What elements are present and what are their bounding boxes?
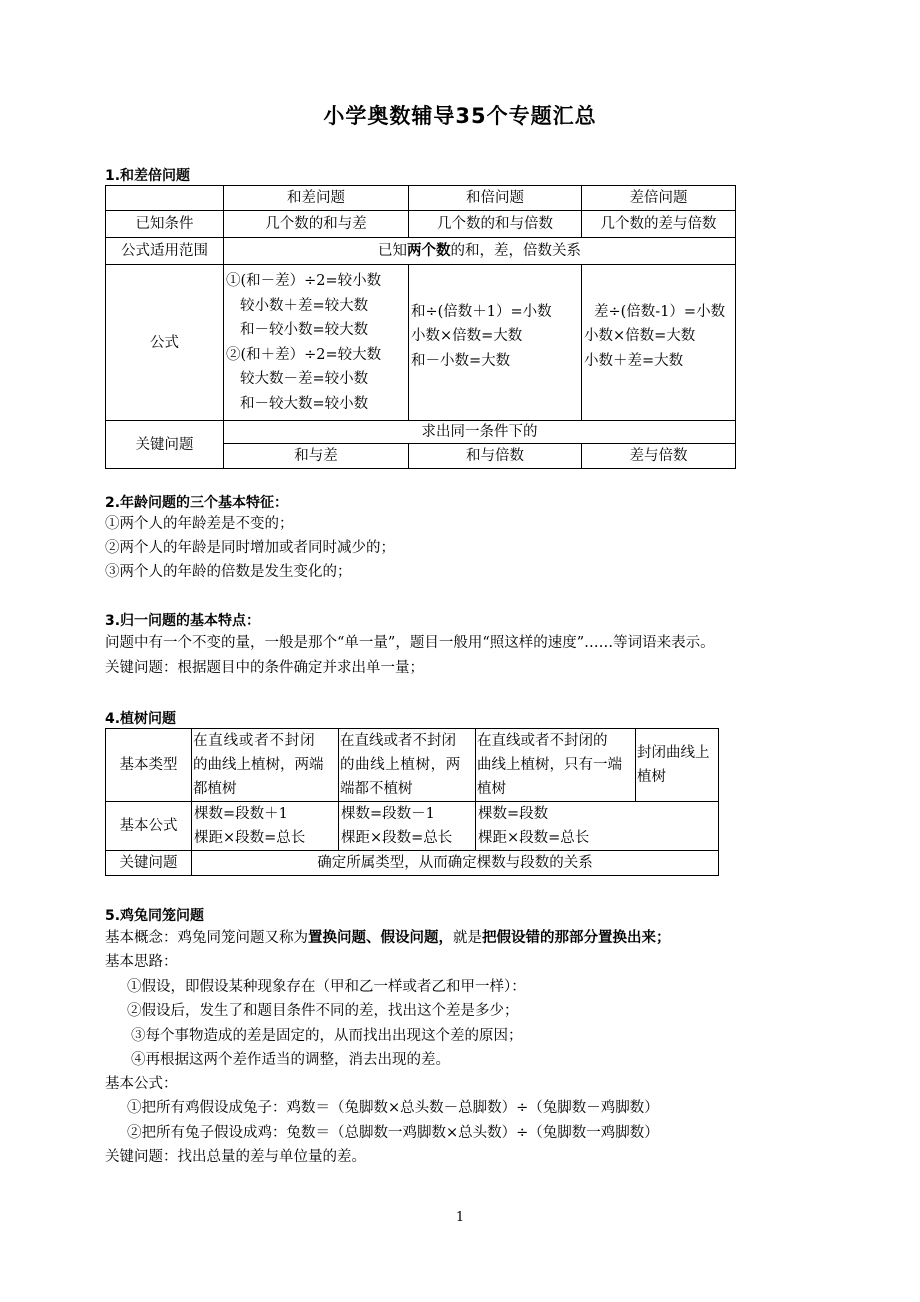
text-line: ①两个人的年龄差是不变的； bbox=[105, 516, 294, 532]
formula-line: 小数×倍数=大数 bbox=[584, 328, 696, 345]
table-cell bbox=[224, 238, 736, 265]
table-row bbox=[106, 238, 736, 265]
page-title: 小学奥数辅导35个专题汇总 bbox=[323, 104, 597, 128]
formula-line: 小数＋差=大数 bbox=[584, 352, 684, 369]
text-line: ③两个人的年龄的倍数是发生变化的； bbox=[105, 564, 352, 580]
table-header: 和倍问题 bbox=[409, 186, 582, 211]
cell-line: 封闭曲线上 bbox=[637, 745, 710, 761]
table-row bbox=[106, 729, 719, 802]
table-row bbox=[106, 265, 736, 421]
formula-line: 较小数＋差=较大数 bbox=[240, 297, 369, 314]
row-label: 关键问题 bbox=[106, 851, 192, 876]
formula-cell bbox=[582, 265, 736, 421]
cell-line: 曲线上植树，只有一端 bbox=[477, 757, 622, 773]
formula-line: 和÷(倍数＋1）=小数 bbox=[411, 303, 552, 320]
cell-line: 棵数=段数－1 bbox=[341, 806, 435, 822]
concept-line bbox=[105, 928, 671, 948]
cell-line: 端都不植树 bbox=[340, 781, 413, 797]
cell-line: 棵距×段数=总长 bbox=[194, 830, 306, 846]
table-row bbox=[106, 802, 719, 851]
concept-bold-text: 把假设错的那部分置换出来； bbox=[482, 929, 671, 946]
table-cell bbox=[476, 729, 636, 802]
formula-line: 较大数－差=较小数 bbox=[240, 371, 369, 387]
table-cell: 求出同一条件下的 bbox=[224, 421, 736, 444]
table-cell: 差与倍数 bbox=[582, 444, 736, 469]
text-line: ①把所有鸡假设成兔子：鸡数＝（兔脚数×总头数－总脚数）÷（兔脚数－鸡脚数） bbox=[127, 1100, 659, 1116]
table-cell: 确定所属类型，从而确定棵数与段数的关系 bbox=[192, 851, 719, 876]
table-cell bbox=[476, 802, 719, 851]
concept-text: 就是 bbox=[453, 930, 482, 946]
cell-line: 棵距×段数=总长 bbox=[341, 830, 453, 846]
table-cell bbox=[192, 729, 339, 802]
text-line: ③每个事物造成的差是固定的，从而找出出现这个差的原因； bbox=[131, 1028, 523, 1044]
table-row bbox=[106, 186, 736, 211]
section-1-heading: 1.和差倍问题 bbox=[105, 168, 191, 184]
row-label: 已知条件 bbox=[106, 211, 224, 238]
formula-cell bbox=[224, 265, 409, 421]
cell-line: 棵数=段数 bbox=[478, 806, 549, 822]
table-cell bbox=[192, 802, 339, 851]
table-cell bbox=[339, 729, 476, 802]
table-header: 差倍问题 bbox=[582, 186, 736, 211]
table-row bbox=[106, 851, 719, 876]
cell-line: 都植树 bbox=[193, 781, 237, 797]
formula-line: ②(和＋差）÷2=较大数 bbox=[226, 346, 382, 363]
text-line: ②假设后，发生了和题目条件不同的差，找出这个差是多少； bbox=[127, 1003, 519, 1019]
cell-line: 植树 bbox=[477, 781, 506, 797]
page-number: 1 bbox=[455, 1210, 465, 1225]
cell-line: 在直线或者不封闭 bbox=[340, 733, 456, 749]
table-row bbox=[106, 421, 736, 444]
cell-line: 在直线或者不封闭 bbox=[193, 733, 316, 749]
row-label: 基本类型 bbox=[106, 729, 192, 802]
sum-diff-multiple-table bbox=[105, 185, 736, 469]
text-line: 基本公式： bbox=[105, 1076, 178, 1092]
table-cell: 几个数的和与倍数 bbox=[409, 211, 582, 238]
cell-line: 在直线或者不封闭的 bbox=[477, 733, 608, 749]
text-line: 关键问题：根据题目中的条件确定并求出单一量； bbox=[105, 660, 424, 676]
table-row bbox=[106, 211, 736, 238]
table-cell: 和与差 bbox=[224, 444, 409, 469]
row-label: 公式适用范围 bbox=[106, 238, 224, 265]
table-cell: 几个数的差与倍数 bbox=[582, 211, 736, 238]
text-line: ②两个人的年龄是同时增加或者同时减少的； bbox=[105, 540, 395, 556]
section-3-heading: 3.归一问题的基本特点： bbox=[105, 613, 261, 629]
text-line: 关键问题：找出总量的差与单位量的差。 bbox=[105, 1149, 366, 1165]
concept-bold-text: 置换问题、假设问题， bbox=[308, 929, 453, 946]
formula-line: 和－较小数=较大数 bbox=[240, 322, 369, 338]
row-label: 公式 bbox=[106, 265, 224, 421]
cell-line: 的曲线上植树，两 bbox=[340, 757, 461, 773]
table-cell: 几个数的和与差 bbox=[224, 211, 409, 238]
section-4-heading: 4.植树问题 bbox=[105, 711, 177, 727]
section-5-heading: 5.鸡兔同笼问题 bbox=[105, 908, 205, 924]
text-line: 基本思路： bbox=[105, 954, 178, 970]
table-cell bbox=[636, 729, 719, 802]
cell-line: 的曲线上植树，两端 bbox=[193, 757, 324, 773]
cell-line: 棵距×段数=总长 bbox=[478, 830, 590, 846]
scope-text: 已知 bbox=[378, 243, 407, 259]
formula-line: 和－较大数=较小数 bbox=[240, 395, 369, 412]
text-line: ②把所有兔子假设成鸡：兔数＝（总脚数一鸡脚数×总头数）÷（兔脚数一鸡脚数） bbox=[127, 1125, 659, 1141]
row-label: 基本公式 bbox=[106, 802, 192, 851]
formula-line: ①(和－差）÷2=较小数 bbox=[226, 273, 382, 289]
formula-line: 差÷(倍数-1）=小数 bbox=[594, 303, 726, 320]
scope-bold-text: 两个数 bbox=[407, 242, 451, 259]
formula-line: 和－小数=大数 bbox=[411, 352, 511, 369]
cell-line: 植树 bbox=[637, 769, 666, 785]
section-2-heading: 2.年龄问题的三个基本特征： bbox=[105, 495, 289, 511]
text-line: ①假设，即假设某种现象存在（甲和乙一样或者乙和甲一样）： bbox=[127, 979, 526, 995]
table-cell bbox=[339, 802, 476, 851]
formula-line: 小数×倍数=大数 bbox=[411, 328, 523, 345]
table-cell: 和与倍数 bbox=[409, 444, 582, 469]
scope-text: 的和，差，倍数关系 bbox=[450, 243, 581, 259]
row-label: 关键问题 bbox=[106, 421, 224, 469]
formula-cell bbox=[409, 265, 582, 421]
table-header: 和差问题 bbox=[224, 186, 409, 211]
tree-planting-table bbox=[105, 728, 719, 876]
text-line: 问题中有一个不变的量，一般是那个“单一量”，题目一般用“照这样的速度”……等词语来表示。 bbox=[105, 635, 715, 651]
text-line: ④再根据这两个差作适当的调整，消去出现的差。 bbox=[131, 1052, 450, 1068]
concept-text: 基本概念：鸡兔同笼问题又称为 bbox=[105, 930, 308, 946]
table-cell bbox=[106, 186, 224, 211]
cell-line: 棵数=段数＋1 bbox=[194, 806, 288, 822]
